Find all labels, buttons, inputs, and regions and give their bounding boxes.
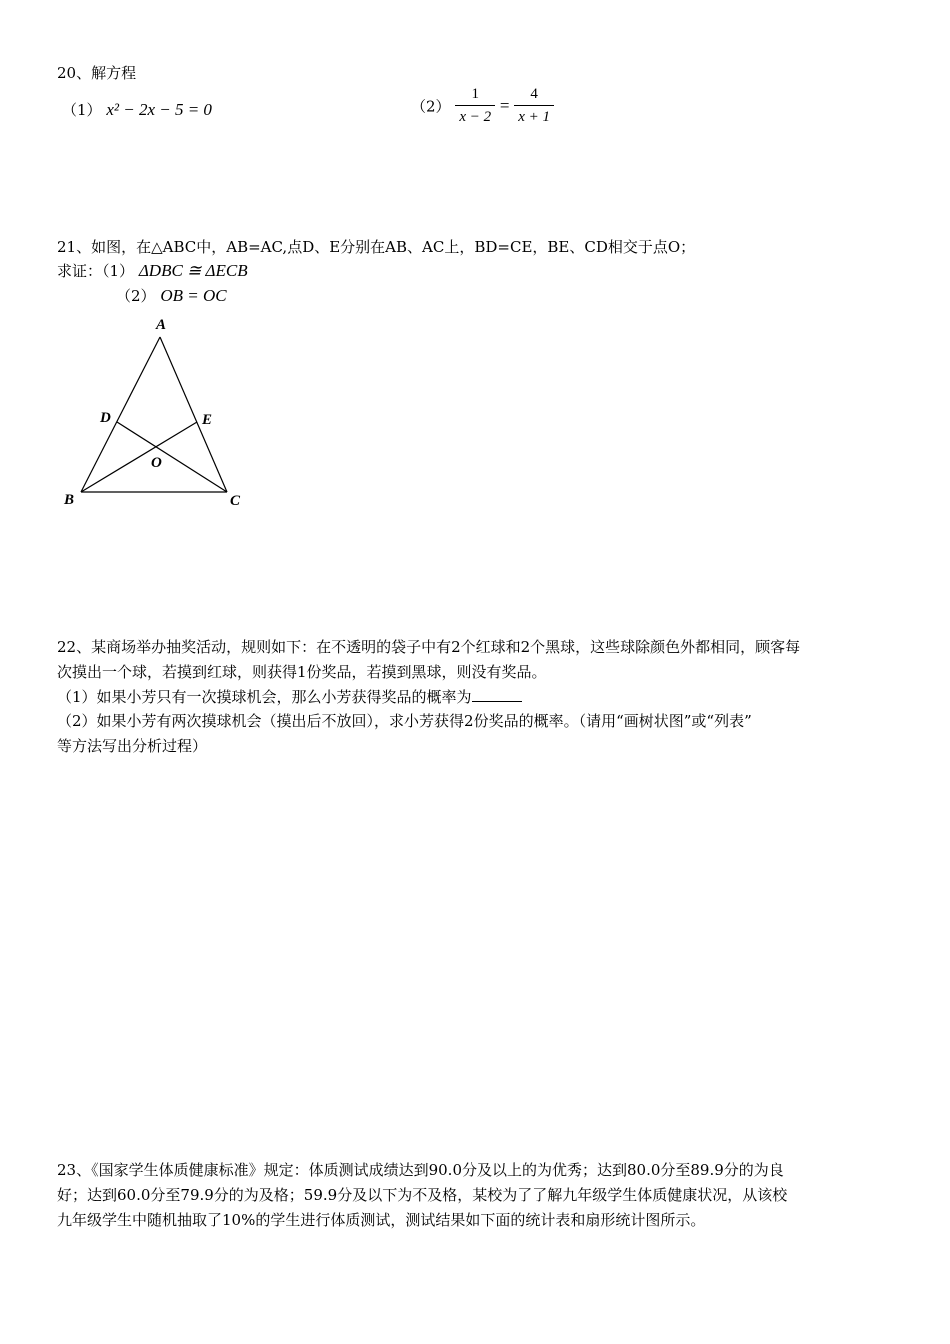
label-b: B [64,492,75,508]
q21-claim-1: ΔDBC ≅ ΔECB [138,261,248,280]
q20-fraction-left [455,86,495,126]
label-a: A [156,317,167,333]
segment-dc [117,422,227,492]
q21-prove-1 [57,260,248,281]
q22-line-2: 次摸出一个球，若摸到红球，则获得1份奖品，若摸到黑球，则没有奖品。 [57,663,547,681]
q22-question-1: （1）如果小芳只有一次摸球机会，那么小芳获得奖品的概率为 [57,688,472,706]
q22-part-1 [57,686,522,707]
q23-line-3: 九年级学生中随机抽取了10%的学生进行体质测试，测试结果如下面的统计表和扇形统计图所示。 [57,1211,706,1229]
q20-equals: = [499,96,510,115]
fraction-denominator: x + 1 [518,109,551,125]
q23-line-1: 23、《国家学生体质健康标准》规定：体质测试成绩达到90.0分及以上的为优秀；达到80.0分至89.9分的为良 [57,1161,784,1179]
answer-blank [472,687,522,702]
segment-ac [160,337,227,492]
q20-part2 [411,86,554,126]
label-e: E [202,412,213,428]
q22-line-1: 22、某商场举办抽奖活动，规则如下：在不透明的袋子中有2个红球和2个黑球，这些球除颜色外都相同，顾客每 [57,638,801,656]
q20-part2-label: （2） [411,97,451,116]
label-c: C [230,493,241,509]
q21-prove-2 [116,285,227,306]
q20-part1-label: （1） [62,101,102,119]
label-o: O [151,455,162,471]
q23-line-2: 好；达到60.0分至79.9分的为及格；59.9分及以下为不及格，某校为了了解九年级学生体质健康状况，从该校 [57,1186,788,1204]
q21-claim-2: OB = OC [160,286,227,305]
label-d: D [100,410,111,426]
q21-part2-label: （2） [116,287,156,305]
fraction-numerator: 4 [514,86,554,106]
q22-line-4: （2）如果小芳有两次摸球机会（摸出后不放回），求小芳获得2份奖品的概率。（请用“画树状图”或“列表” [57,712,752,730]
q20-equation-1: x² − 2x − 5 = 0 [106,100,212,119]
q20-part1 [62,99,212,120]
q21-prove-label: 求证：（1） [57,262,135,280]
fraction-numerator: 1 [455,86,495,106]
q20-title: 20、解方程 [57,64,137,82]
q21-statement: 21、如图，在△ABC中，AB=AC,点D、E分别在AB、AC上，BD=CE，BE、CD相交于点O； [57,238,696,256]
fraction-denominator: x − 2 [459,109,492,125]
triangle-figure [55,312,255,512]
q20-fraction-right [514,86,554,126]
q22-line-5: 等方法写出分析过程） [57,737,208,755]
